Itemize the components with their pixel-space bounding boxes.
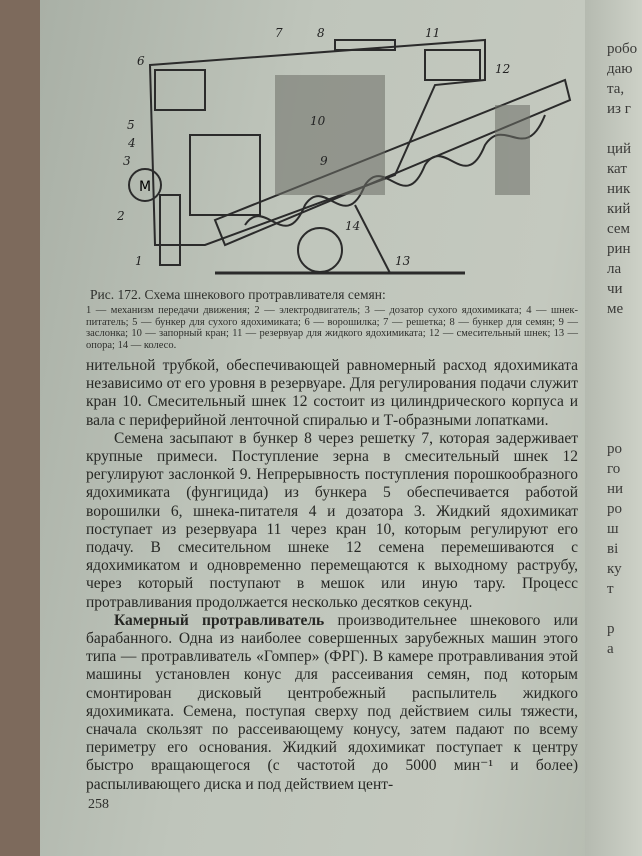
right-page-fragment: го [607,461,621,477]
right-page-fragment: р [607,621,615,637]
liquid-reservoir [425,50,480,80]
paragraph-2: Семена засыпают в бункер 8 через решетку 7, которая задерживает крупные примеси. Поступление зерна в смесительный шнек 12 регулируют заслонкой 9. Непрерывность поступления порошкообразного ядохимиката (фунгицида) из бункера 5 обеспечивается работой ворошилки 6, шнека-питателя 4 и дозатора 3. Жидкий ядохимикат поступает из резервуара 11 через кран 10, которым регулируют его подачу. В смесительном шнеке 12 семена перемешиваются с ядохимикатом и одновременно перемещаются к выходному раструбу, через который поступают в мешок или иную тару. Процесс протравливания продолжается несколько десятков секунд. [86,429,578,611]
right-page-fragment: ла [607,261,622,277]
body-text [86,357,578,794]
label-12: 12 [495,62,511,76]
term-chamber-treater: Камерный протравливатель [114,611,325,629]
figure-caption-title: Рис. 172. Схема шнекового протравливателя семян: [90,287,386,302]
dosing-unit [190,135,260,215]
right-page-fragment: рин [607,241,631,257]
right-page-fragment: ві [607,541,619,557]
label-10: 10 [310,114,326,128]
label-7: 7 [275,26,283,40]
book-page-right [585,0,642,856]
right-page-fragment: та, [607,81,625,97]
label-5: 5 [127,118,135,132]
seed-fill [275,75,385,195]
right-page-fragment: ро [607,501,622,517]
label-1: 1 [135,254,143,268]
label-6: 6 [137,54,145,68]
right-page-fragment: робо [607,41,638,57]
right-page-fragment: ник [607,181,631,197]
right-page-fragment: т [607,581,614,597]
right-page-fragment: сем [607,221,630,237]
seed-treater-diagram [95,25,575,287]
label-9: 9 [320,154,328,168]
paragraph-3-text: производительнее шнекового или барабанного. Одна из наиболее совершенных зарубежных машин этого типа — протравливатель «Гомпер» (ФРГ). В камере протравливания этой машины установлен конус для рассеивания семян, под которым смонтирован дисковый центробежный распылитель жидкого ядохимиката. Семена, поступая сверху под действием силы тяжести, сначала скользят по рассеивающему конусу, затем падают по всему периметру его основания. Жидкий ядохимикат поступает к центру быстро вращающегося (с частотой до 5000 мин⁻¹ и более) распыливающего диска и под действием цент- [86,611,578,793]
outlet-seed-stream [495,105,530,195]
support [355,205,390,273]
right-page-fragment: ш [607,521,619,537]
label-8: 8 [317,26,325,40]
label-14: 14 [345,219,361,233]
right-page-fragment: ме [607,301,624,317]
page-number: 258 [88,796,109,812]
right-page-fragment: из г [607,101,631,117]
label-13: 13 [395,254,411,268]
right-page-fragment: ку [607,561,622,577]
paragraph-3 [86,612,578,794]
right-page-fragment: кий [607,201,631,217]
paragraph-1: нительной трубкой, обеспечивающей равномерный расход ядохимиката независимо от его уровня в резервуаре. Для регулирования подачи служит кран 10. Смесительный шнек 12 состоит из цилиндрического корпуса и вала с периферийной ленточной спиралью и Т-образными лопатками. [86,357,578,429]
right-page-fragment: кат [607,161,627,177]
right-page-fragment: а [607,641,614,657]
text-column [86,287,578,813]
agitator-box [155,70,205,110]
right-page-fragment: ни [607,481,624,497]
wheel [298,228,342,272]
right-page-fragment: ций [607,141,632,157]
right-page-fragment: ро [607,441,622,457]
label-3: 3 [123,154,131,168]
motor-symbol: M [139,179,152,195]
label-11: 11 [425,26,441,40]
drive-mechanism [160,195,180,265]
right-page-fragment: чи [607,281,623,297]
label-2: 2 [117,209,125,223]
label-4: 4 [128,136,136,150]
figure-legend: 1 — механизм передачи движения; 2 — электродвигатель; 3 — дозатор сухого ядохимиката; 4 — шнек-питатель; 5 — бункер для сухого ядохимиката; 6 — ворошилка; 7 — решетка; 8 — бункер для семян; 9 — заслонка; 10 — запорный кран; 11 — резервуар для жидкого ядохимиката; 12 — смесительный шнек; 13 — опора; 14 — колесо. [86,305,578,351]
right-page-fragment: даю [607,61,633,77]
